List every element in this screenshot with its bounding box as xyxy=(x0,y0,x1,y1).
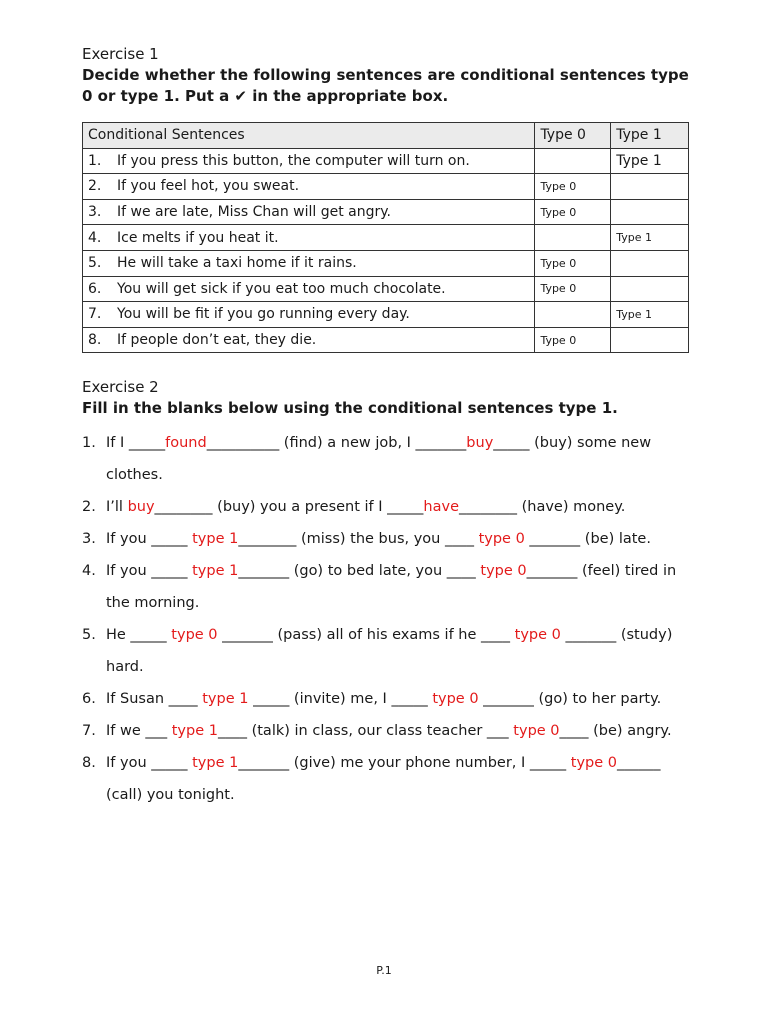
type0-box[interactable]: Type 0 xyxy=(535,327,611,353)
sentence-text: If people don’t eat, they die. xyxy=(117,332,317,349)
item-number: 4. xyxy=(82,563,96,580)
sentence-fragment: If Susan ____ xyxy=(106,691,203,708)
type1-box[interactable] xyxy=(611,250,689,276)
sentence-fragment: _______ (give) me your phone number, I _____ xyxy=(238,755,571,772)
row-number: 2. xyxy=(88,178,102,195)
sentence-fragment: _______ (pass) all of his exams if he ____ xyxy=(217,627,515,644)
type0-box[interactable]: Type 0 xyxy=(535,276,611,302)
sentence-fragment: _____ (buy) some new clothes. xyxy=(106,435,652,484)
item-number: 1. xyxy=(82,435,96,452)
type1-box[interactable] xyxy=(611,276,689,302)
item-number: 6. xyxy=(82,691,96,708)
sentence-text: You will be fit if you go running every day. xyxy=(117,306,410,323)
answer-text[interactable]: type 0 xyxy=(480,563,527,580)
type0-box[interactable] xyxy=(535,302,611,328)
sentence-fragment: _______ (go) to her party. xyxy=(478,691,662,708)
answer-text[interactable]: buy xyxy=(127,499,155,516)
fill-in-list xyxy=(82,427,692,811)
sentence-text: You will get sick if you eat too much chocolate. xyxy=(117,280,446,297)
type1-box[interactable] xyxy=(611,327,689,353)
sentence-fragment: _____ (invite) me, I _____ xyxy=(248,691,433,708)
row-number: 4. xyxy=(88,229,102,246)
table-row xyxy=(83,199,689,225)
row-number: 7. xyxy=(88,306,102,323)
sentence-fragment: If you _____ xyxy=(106,563,193,580)
answer-text[interactable]: type 0 xyxy=(514,627,561,644)
sentence-cell xyxy=(83,199,535,225)
type1-box[interactable]: Type 1 xyxy=(611,225,689,251)
row-number: 6. xyxy=(88,280,102,297)
sentence-fragment: ________ (buy) you a present if I _____ xyxy=(154,499,424,516)
header-sentences: Conditional Sentences xyxy=(83,123,535,149)
table-row xyxy=(83,302,689,328)
table-body xyxy=(83,148,689,353)
table-row xyxy=(83,225,689,251)
worksheet-page xyxy=(82,44,692,811)
sentence-text: Ice melts if you heat it. xyxy=(117,229,279,246)
item-number: 3. xyxy=(82,531,96,548)
sentence-fragment: If you _____ xyxy=(106,531,193,548)
list-item xyxy=(82,715,692,747)
answer-text[interactable]: have xyxy=(423,499,459,516)
header-type1: Type 1 xyxy=(611,123,689,149)
table-row xyxy=(83,327,689,353)
sentence-fragment: If you _____ xyxy=(106,755,193,772)
sentence-cell xyxy=(83,225,535,251)
list-item xyxy=(82,523,692,555)
answer-text[interactable]: type 0 xyxy=(513,723,560,740)
exercise1-instruction: Decide whether the following sentences are conditional sentences type 0 or type 1. Put a ✔ in the appropriate box. xyxy=(82,66,689,105)
sentence-cell xyxy=(83,276,535,302)
sentence-fragment: _______ (go) to bed late, you ____ xyxy=(238,563,481,580)
list-item xyxy=(82,491,692,523)
sentence-fragment: ____ (talk) in class, our class teacher ___ xyxy=(217,723,514,740)
answer-text[interactable]: type 0 xyxy=(171,627,218,644)
table-row xyxy=(83,174,689,200)
sentence-fragment: If I _____ xyxy=(106,435,166,452)
type1-box[interactable]: Type 1 xyxy=(611,302,689,328)
sentence-text: If we are late, Miss Chan will get angry. xyxy=(117,204,391,221)
answer-text[interactable]: type 1 xyxy=(171,723,218,740)
table-row xyxy=(83,276,689,302)
answer-text[interactable]: type 1 xyxy=(202,691,249,708)
type0-box[interactable] xyxy=(535,225,611,251)
type0-box[interactable]: Type 0 xyxy=(535,174,611,200)
item-number: 2. xyxy=(82,499,96,516)
sentence-fragment: ________ (miss) the bus, you ____ xyxy=(238,531,479,548)
sentence-fragment: _______ (study) hard. xyxy=(106,627,673,676)
list-item xyxy=(82,555,692,619)
sentence-fragment: ______ (call) you tonight. xyxy=(106,755,661,804)
list-item xyxy=(82,747,692,811)
sentence-cell xyxy=(83,327,535,353)
exercise2-title: Exercise 2 xyxy=(82,378,159,397)
sentence-fragment: He _____ xyxy=(106,627,172,644)
sentence-fragment: _______ (feel) tired in the morning. xyxy=(106,563,677,612)
exercise1-title: Exercise 1 xyxy=(82,45,159,63)
type0-box[interactable] xyxy=(535,148,611,174)
sentence-fragment: ________ (have) money. xyxy=(458,499,626,516)
item-number: 7. xyxy=(82,723,96,740)
type1-box[interactable] xyxy=(611,199,689,225)
row-number: 5. xyxy=(88,255,102,272)
answer-text[interactable]: type 0 xyxy=(478,531,525,548)
sentence-fragment: _______ (be) late. xyxy=(524,531,651,548)
sentence-fragment: If we ___ xyxy=(106,723,172,740)
conditional-table xyxy=(82,122,689,353)
answer-text[interactable]: buy xyxy=(466,435,494,452)
table-row xyxy=(83,148,689,174)
sentence-fragment: I’ll xyxy=(106,499,128,516)
sentence-cell xyxy=(83,174,535,200)
type1-box[interactable]: Type 1 xyxy=(611,148,689,174)
list-item xyxy=(82,683,692,715)
sentence-text: If you press this button, the computer will turn on. xyxy=(117,152,470,169)
header-type0: Type 0 xyxy=(535,123,611,149)
row-number: 3. xyxy=(88,204,102,221)
answer-text[interactable]: found xyxy=(165,435,207,452)
sentence-text: He will take a taxi home if it rains. xyxy=(117,255,357,272)
sentence-cell xyxy=(83,302,535,328)
table-row xyxy=(83,250,689,276)
type1-box[interactable] xyxy=(611,174,689,200)
sentence-fragment: __________ (find) a new job, I _______ xyxy=(206,435,467,452)
answer-text[interactable]: type 1 xyxy=(192,755,239,772)
sentence-cell xyxy=(83,148,535,174)
list-item xyxy=(82,427,692,491)
type0-box[interactable]: Type 0 xyxy=(535,250,611,276)
exercise2-instruction: Fill in the blanks below using the conditional sentences type 1. xyxy=(82,399,618,418)
answer-text[interactable]: type 1 xyxy=(192,563,239,580)
answer-text[interactable]: type 0 xyxy=(432,691,479,708)
answer-text[interactable]: type 1 xyxy=(192,531,239,548)
row-number: 8. xyxy=(88,332,102,349)
sentence-text: If you feel hot, you sweat. xyxy=(117,178,300,195)
sentence-fragment: ____ (be) angry. xyxy=(559,723,672,740)
row-number: 1. xyxy=(88,152,102,169)
item-number: 8. xyxy=(82,755,96,772)
page-number: P.1 xyxy=(376,964,392,977)
type0-box[interactable]: Type 0 xyxy=(535,199,611,225)
sentence-cell xyxy=(83,250,535,276)
answer-text[interactable]: type 0 xyxy=(570,755,618,772)
item-number: 5. xyxy=(82,627,96,644)
list-item xyxy=(82,619,692,683)
table-header-row xyxy=(83,123,689,149)
